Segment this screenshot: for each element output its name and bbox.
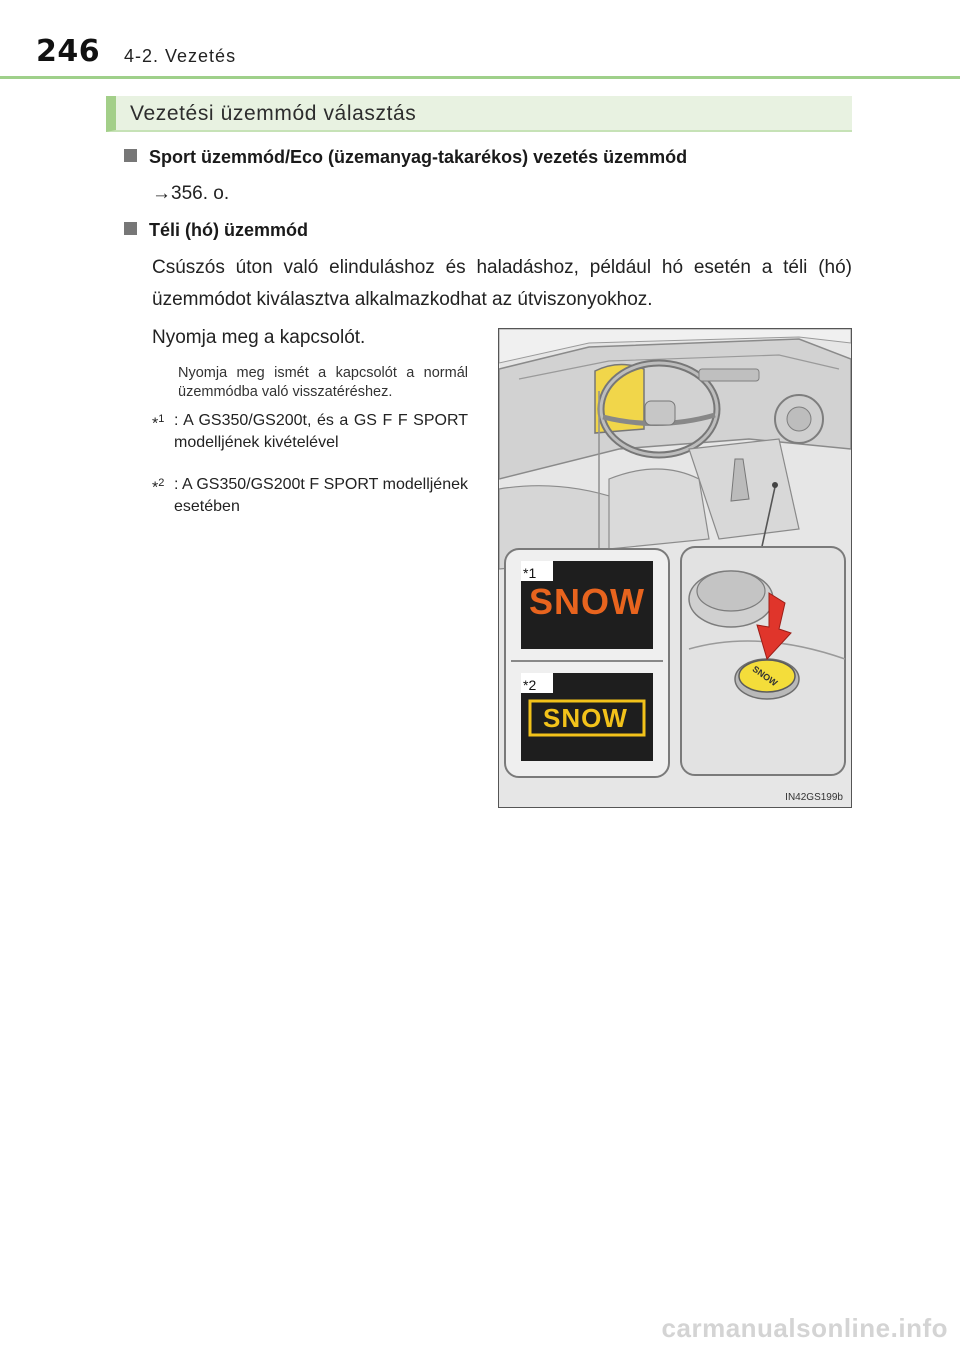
footnote-1 — [152, 410, 468, 454]
figure-code: IN42GS199b — [785, 792, 843, 803]
bullet-square-icon — [124, 222, 137, 235]
heading-text: Téli (hó) üzemmód — [149, 220, 308, 240]
page-number: 246 — [36, 34, 101, 69]
instruction-text: Nyomja meg a kapcsolót. — [152, 327, 366, 348]
inset-label-2: *2 — [523, 677, 537, 693]
bullet-heading-sport-eco — [124, 147, 687, 168]
page-reference-link[interactable]: →356. o. — [152, 183, 230, 204]
snow-display-2: SNOW — [543, 703, 628, 733]
section-title: Vezetési üzemmód választás — [130, 102, 417, 125]
bullet-heading-snow — [124, 220, 308, 241]
chapter-title: 4-2. Vezetés — [124, 46, 237, 66]
snow-button-label: SNOW — [750, 663, 780, 689]
snow-mode-description: Csúszós úton való elinduláshoz és haladáshoz, például hó esetén a téli (hó) üzemmódot kiválasztva alkalmazkodhat az útviszonyokhoz. — [152, 257, 852, 310]
heading-text: Sport üzemmód/Eco (üzemanyag-takarékos) vezetés üzemmód — [149, 147, 688, 167]
header-divider — [0, 76, 960, 79]
section-header — [106, 96, 852, 132]
watermark: carmanualsonline.info — [661, 1313, 948, 1343]
footnote-mark: *$^2$ — [152, 477, 165, 497]
car-interior-drawing — [499, 329, 851, 807]
bullet-square-icon — [124, 149, 137, 162]
footnote-text: : A GS350/GS200t F SPORT modelljének esetében — [174, 476, 468, 515]
footnote-2 — [152, 474, 468, 518]
return-note: Nyomja meg ismét a kapcsolót a normál üzemmódba való visszatéréshez. — [178, 365, 468, 400]
inset-label-1: *1 — [523, 565, 537, 581]
footnote-mark: *$^1$ — [152, 413, 165, 433]
footnote-text: : A GS350/GS200t, és a GS F F SPORT modelljének kivételével — [174, 412, 468, 451]
snow-display-1: SNOW — [529, 581, 645, 622]
snow-switch-illustration — [498, 328, 852, 808]
